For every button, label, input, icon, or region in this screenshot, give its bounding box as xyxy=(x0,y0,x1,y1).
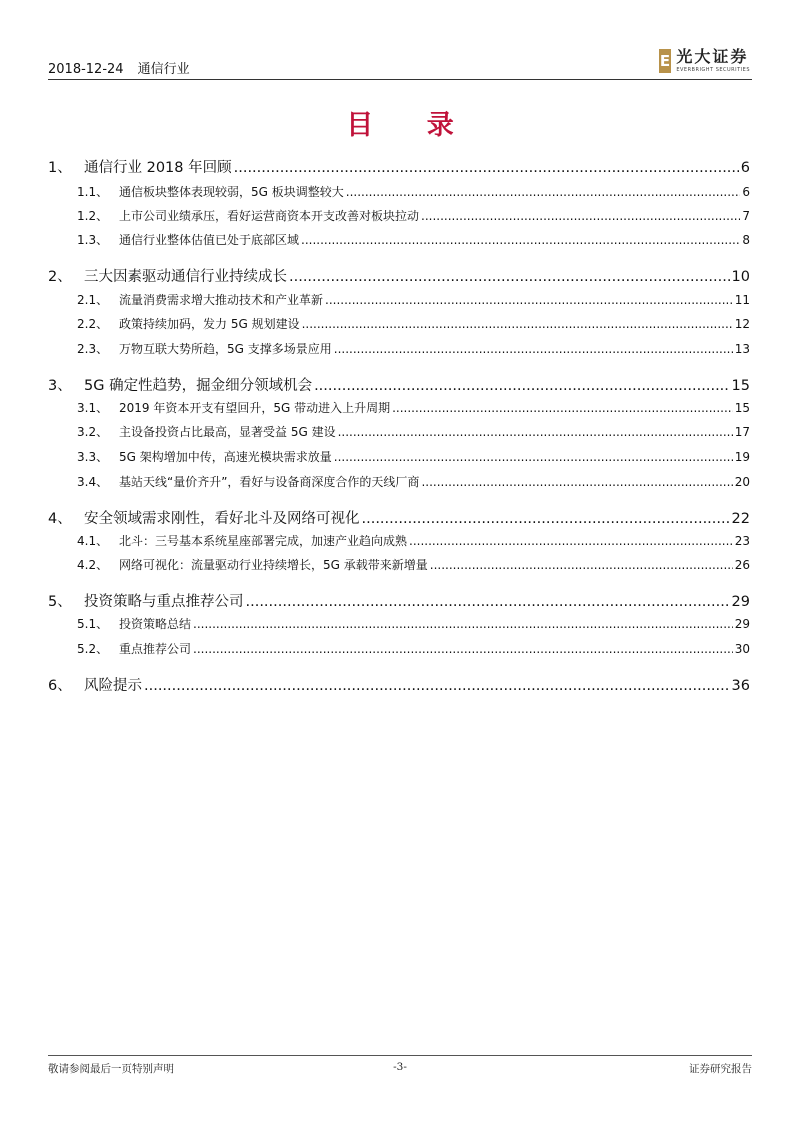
toc-leader-dots xyxy=(392,401,733,415)
toc-subsection-entry[interactable] xyxy=(48,615,750,632)
toc-leader-dots xyxy=(409,534,733,548)
toc-subsection-entry[interactable] xyxy=(48,291,750,308)
logo-e-icon xyxy=(659,49,671,73)
toc-leader-dots xyxy=(334,450,733,464)
toc-entry-page: 6 xyxy=(742,185,750,199)
toc-leader-dots xyxy=(325,293,733,307)
toc-entry-page: 19 xyxy=(734,450,750,464)
toc-entry-title: 5G 架构增加中传，高速光模块需求放量 xyxy=(119,450,332,464)
toc-section-entry[interactable] xyxy=(48,156,750,177)
toc-leader-dots xyxy=(144,678,730,694)
toc-entry-page: 15 xyxy=(731,378,750,394)
toc-subsection-entry[interactable] xyxy=(48,423,750,440)
toc-entry-title: 风险提示 xyxy=(84,678,142,694)
toc-entry-number: 3.4、 xyxy=(77,475,109,489)
toc-entry-page: 20 xyxy=(734,475,750,489)
toc-entry-page: 7 xyxy=(742,209,750,223)
toc-entry-title: 安全领域需求刚性，看好北斗及网络可视化 xyxy=(84,511,360,527)
header-info xyxy=(48,58,190,77)
toc-entry-page: 29 xyxy=(734,617,750,631)
toc-entry-title: 投资策略总结 xyxy=(119,617,192,631)
toc-subsection-entry[interactable] xyxy=(48,399,750,416)
toc-subsection-entry[interactable] xyxy=(48,556,750,573)
toc-entry-title: 基站天线“量价齐升”，看好与设备商深度合作的天线厂商 xyxy=(119,475,420,489)
toc-entry-number: 5.1、 xyxy=(77,617,109,631)
toc-entry-page: 23 xyxy=(734,534,750,548)
toc-entry-number: 2.2、 xyxy=(77,317,109,331)
toc-entry-title: 通信行业 2018 年回顾 xyxy=(84,160,232,176)
toc-subsection-entry[interactable] xyxy=(48,640,750,657)
toc-entry-number: 3.1、 xyxy=(77,401,109,415)
toc-entry-number: 4.1、 xyxy=(77,534,109,548)
company-logo xyxy=(659,48,750,74)
toc-subsection-entry[interactable] xyxy=(48,340,750,357)
toc-leader-dots xyxy=(289,269,730,285)
toc-entry-title: 三大因素驱动通信行业持续成长 xyxy=(84,269,287,285)
toc-entry-number: 3.2、 xyxy=(77,425,109,439)
toc-leader-dots xyxy=(193,617,733,631)
industry-category: 通信行业 xyxy=(137,62,190,77)
footer-disclaimer: 敬请参阅最后一页特别声明 xyxy=(48,1063,174,1075)
footer-divider xyxy=(48,1055,752,1056)
toc-entry-page: 12 xyxy=(734,317,750,331)
toc-entry-title: 上市公司业绩承压，看好运营商资本开支改善对板块拉动 xyxy=(119,209,420,223)
logo-brand xyxy=(676,49,750,73)
toc-entry-title: 2019 年资本开支有望回升，5G 带动进入上升周期 xyxy=(119,401,391,415)
toc-section-entry[interactable] xyxy=(48,374,750,395)
footer-report-type: 证券研究报告 xyxy=(689,1063,752,1075)
toc-leader-dots xyxy=(314,378,729,394)
toc-entry-number: 2.3、 xyxy=(77,342,109,356)
toc-entry-page: 29 xyxy=(731,594,750,610)
toc-entry-number: 2、 xyxy=(48,269,72,285)
toc-entry-page: 13 xyxy=(734,342,750,356)
toc-leader-dots xyxy=(334,342,733,356)
toc-entry-number: 1、 xyxy=(48,160,72,176)
toc-entry-title: 流量消费需求增大推动技术和产业革新 xyxy=(119,293,324,307)
toc-entry-number: 2.1、 xyxy=(77,293,109,307)
logo-cn: 光大证券 xyxy=(676,47,749,66)
toc-subsection-entry[interactable] xyxy=(48,532,750,549)
toc-entry-number: 3.3、 xyxy=(77,450,109,464)
toc-entry-page: 11 xyxy=(734,293,750,307)
toc-leader-dots xyxy=(421,475,732,489)
toc-entry-title: 5G 确定性趋势，掘金细分领域机会 xyxy=(84,378,313,394)
toc-entry-number: 3、 xyxy=(48,378,72,394)
report-date: 2018-12-24 xyxy=(48,62,124,77)
toc-leader-dots xyxy=(193,642,733,656)
toc-leader-dots xyxy=(338,425,733,439)
toc-subsection-entry[interactable] xyxy=(48,448,750,465)
toc-leader-dots xyxy=(346,185,741,199)
toc-section-entry[interactable] xyxy=(48,590,750,611)
toc-entry-page: 36 xyxy=(731,678,750,694)
toc-entry-title: 投资策略与重点推荐公司 xyxy=(84,594,244,610)
toc-entry-title: 万物互联大势所趋，5G 支撑多场景应用 xyxy=(119,342,332,356)
toc-subsection-entry[interactable] xyxy=(48,473,750,490)
header-divider xyxy=(48,79,752,80)
toc-leader-dots xyxy=(246,594,730,610)
page-header xyxy=(48,48,752,80)
page-footer xyxy=(48,1055,752,1079)
toc-entry-page: 10 xyxy=(731,269,750,285)
toc-entry-page: 8 xyxy=(742,233,750,247)
toc-entry-number: 1.3、 xyxy=(77,233,109,247)
logo-letter: E xyxy=(660,52,671,70)
toc-entry-title: 政策持续加码，发力 5G 规划建设 xyxy=(119,317,300,331)
toc-section-entry[interactable] xyxy=(48,507,750,528)
toc-entry-title: 通信板块整体表现较弱，5G 板块调整较大 xyxy=(119,185,344,199)
toc-entry-page: 22 xyxy=(731,511,750,527)
toc-leader-dots xyxy=(421,209,740,223)
toc-entry-number: 4、 xyxy=(48,511,72,527)
toc-subsection-entry[interactable] xyxy=(48,207,750,224)
logo-en: EVERBRIGHT SECURITIES xyxy=(676,67,750,73)
toc-leader-dots xyxy=(430,558,733,572)
toc-entry-number: 5.2、 xyxy=(77,642,109,656)
toc-subsection-entry[interactable] xyxy=(48,183,750,200)
toc-entry-title: 网络可视化：流量驱动行业持续增长，5G 承载带来新增量 xyxy=(119,558,428,572)
toc-subsection-entry[interactable] xyxy=(48,231,750,248)
toc-entry-page: 17 xyxy=(734,425,750,439)
toc-entry-number: 1.2、 xyxy=(77,209,109,223)
toc-section-entry[interactable] xyxy=(48,265,750,286)
toc-entry-title: 北斗：三号基本系统星座部署完成，加速产业趋向成熟 xyxy=(119,534,408,548)
toc-entry-number: 4.2、 xyxy=(77,558,109,572)
toc-entry-number: 1.1、 xyxy=(77,185,109,199)
toc-entry-number: 5、 xyxy=(48,594,72,610)
toc-section-entry[interactable] xyxy=(48,674,750,695)
toc-entry-title: 通信行业整体估值已处于底部区域 xyxy=(119,233,300,247)
toc-leader-dots xyxy=(234,160,739,176)
toc-leader-dots xyxy=(302,317,733,331)
toc-leader-dots xyxy=(301,233,740,247)
toc-entry-title: 主设备投资占比最高，显著受益 5G 建设 xyxy=(119,425,336,439)
toc-entry-page: 26 xyxy=(734,558,750,572)
toc-entry-page: 15 xyxy=(734,401,750,415)
toc-entry-page: 6 xyxy=(740,160,750,176)
toc-entry-title: 重点推荐公司 xyxy=(119,642,192,656)
toc-leader-dots xyxy=(362,511,730,527)
page-number: -3- xyxy=(393,1061,407,1073)
toc-title: 目 录 xyxy=(346,110,476,141)
toc-entry-page: 30 xyxy=(734,642,750,656)
toc-subsection-entry[interactable] xyxy=(48,315,750,332)
toc-entry-number: 6、 xyxy=(48,678,72,694)
